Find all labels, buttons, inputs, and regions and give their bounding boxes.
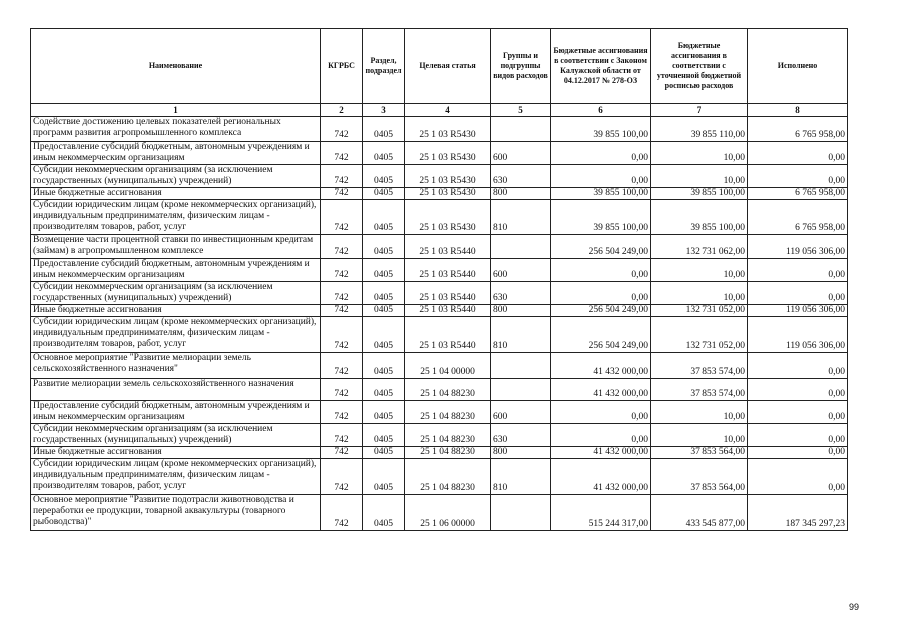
row-name: Субсидии некоммерческим организациям (за исключением государственных (муниципальных) учреждений) — [31, 165, 321, 188]
row-executed: 0,00 — [748, 424, 848, 447]
row-section: 0405 — [363, 282, 405, 305]
header-groups: Группы и подгруппы видов расходов — [491, 29, 551, 104]
row-executed: 6 765 958,00 — [748, 117, 848, 142]
row-kgrbs: 742 — [321, 305, 363, 317]
table-row — [31, 200, 848, 235]
row-section: 0405 — [363, 379, 405, 401]
row-section: 0405 — [363, 165, 405, 188]
row-name: Возмещение части процентной ставки по инвестиционным кредитам (займам) в агропромышленном комплексе — [31, 235, 321, 259]
table-row — [31, 117, 848, 142]
row-name: Иные бюджетные ассигнования — [31, 305, 321, 317]
row-group: 800 — [491, 188, 551, 200]
row-budget-refined: 132 731 052,00 — [651, 305, 748, 317]
row-target: 25 1 03 R5430 — [405, 188, 491, 200]
row-executed: 0,00 — [748, 447, 848, 459]
row-budget-refined: 10,00 — [651, 165, 748, 188]
row-budget-refined: 10,00 — [651, 424, 748, 447]
table-row — [31, 305, 848, 317]
row-budget-refined: 37 853 574,00 — [651, 379, 748, 401]
row-kgrbs: 742 — [321, 495, 363, 531]
row-target: 25 1 03 R5430 — [405, 142, 491, 165]
table-row — [31, 235, 848, 259]
row-section: 0405 — [363, 424, 405, 447]
row-group: 600 — [491, 259, 551, 282]
row-budget-law: 0,00 — [551, 282, 651, 305]
row-budget-refined: 132 731 062,00 — [651, 235, 748, 259]
row-budget-law: 41 432 000,00 — [551, 459, 651, 495]
row-budget-refined: 39 855 110,00 — [651, 117, 748, 142]
row-budget-law: 0,00 — [551, 259, 651, 282]
row-executed: 0,00 — [748, 353, 848, 379]
table-row — [31, 188, 848, 200]
row-executed: 119 056 306,00 — [748, 305, 848, 317]
budget-table — [30, 28, 848, 531]
row-kgrbs: 742 — [321, 188, 363, 200]
header-name: Наименование — [31, 29, 321, 104]
row-section: 0405 — [363, 495, 405, 531]
row-group: 630 — [491, 165, 551, 188]
row-target: 25 1 04 88230 — [405, 447, 491, 459]
column-number: 3 — [363, 104, 405, 117]
row-section: 0405 — [363, 447, 405, 459]
row-target: 25 1 04 88230 — [405, 401, 491, 424]
row-budget-law: 39 855 100,00 — [551, 200, 651, 235]
row-name: Предоставление субсидий бюджетным, автономным учреждениям и иным некоммерческим организациям — [31, 142, 321, 165]
row-executed: 0,00 — [748, 282, 848, 305]
column-number: 4 — [405, 104, 491, 117]
row-target: 25 1 03 R5430 — [405, 200, 491, 235]
row-target: 25 1 03 R5430 — [405, 117, 491, 142]
row-budget-law: 41 432 000,00 — [551, 379, 651, 401]
header-row — [31, 29, 848, 104]
row-budget-refined: 37 853 574,00 — [651, 353, 748, 379]
row-name: Субсидии некоммерческим организациям (за исключением государственных (муниципальных) учреждений) — [31, 282, 321, 305]
row-group: 810 — [491, 459, 551, 495]
row-group — [491, 235, 551, 259]
row-budget-law: 256 504 249,00 — [551, 235, 651, 259]
row-kgrbs: 742 — [321, 259, 363, 282]
row-group — [491, 379, 551, 401]
row-target: 25 1 04 88230 — [405, 424, 491, 447]
row-name: Субсидии некоммерческим организациям (за исключением государственных (муниципальных) учреждений) — [31, 424, 321, 447]
row-budget-law: 0,00 — [551, 142, 651, 165]
table-body — [31, 117, 848, 531]
row-kgrbs: 742 — [321, 353, 363, 379]
row-group — [491, 353, 551, 379]
row-budget-refined: 37 853 564,00 — [651, 459, 748, 495]
row-group: 600 — [491, 401, 551, 424]
row-name: Предоставление субсидий бюджетным, автономным учреждениям и иным некоммерческим организациям — [31, 259, 321, 282]
table-row — [31, 142, 848, 165]
table-row — [31, 379, 848, 401]
table-row — [31, 424, 848, 447]
row-budget-refined: 433 545 877,00 — [651, 495, 748, 531]
column-number: 6 — [551, 104, 651, 117]
row-section: 0405 — [363, 353, 405, 379]
table-row — [31, 401, 848, 424]
row-budget-refined: 10,00 — [651, 259, 748, 282]
row-section: 0405 — [363, 459, 405, 495]
row-name: Основное мероприятие "Развитие подотрасли животноводства и переработки ее продукции, товарной аквакультуры (товарного рыбоводства)" — [31, 495, 321, 531]
row-executed: 187 345 297,23 — [748, 495, 848, 531]
row-budget-refined: 10,00 — [651, 401, 748, 424]
table-row — [31, 317, 848, 353]
row-executed: 6 765 958,00 — [748, 188, 848, 200]
row-name: Развитие мелиорации земель сельскохозяйственного назначения — [31, 379, 321, 401]
row-executed: 0,00 — [748, 459, 848, 495]
row-executed: 0,00 — [748, 142, 848, 165]
row-name: Основное мероприятие "Развитие мелиорации земель сельскохозяйственного назначения" — [31, 353, 321, 379]
header-section: Раздел, подраздел — [363, 29, 405, 104]
row-section: 0405 — [363, 117, 405, 142]
row-section: 0405 — [363, 317, 405, 353]
row-group — [491, 495, 551, 531]
row-executed: 0,00 — [748, 379, 848, 401]
row-kgrbs: 742 — [321, 235, 363, 259]
column-number: 7 — [651, 104, 748, 117]
row-kgrbs: 742 — [321, 424, 363, 447]
header-executed: Исполнено — [748, 29, 848, 104]
row-target: 25 1 03 R5440 — [405, 305, 491, 317]
row-name: Субсидии юридическим лицам (кроме некоммерческих организаций), индивидуальным предпринимателям, физическим лицам - производителям товаров, работ, услуг — [31, 200, 321, 235]
row-target: 25 1 03 R5440 — [405, 235, 491, 259]
column-number: 5 — [491, 104, 551, 117]
row-group: 800 — [491, 305, 551, 317]
row-budget-refined: 10,00 — [651, 142, 748, 165]
row-executed: 119 056 306,00 — [748, 317, 848, 353]
row-name: Содействие достижению целевых показателей региональных программ развития агропромышленного комплекса — [31, 117, 321, 142]
column-number: 8 — [748, 104, 848, 117]
row-budget-law: 0,00 — [551, 165, 651, 188]
table-row — [31, 447, 848, 459]
row-name: Предоставление субсидий бюджетным, автономным учреждениям и иным некоммерческим организациям — [31, 401, 321, 424]
row-section: 0405 — [363, 305, 405, 317]
row-section: 0405 — [363, 235, 405, 259]
row-budget-law: 256 504 249,00 — [551, 305, 651, 317]
row-section: 0405 — [363, 188, 405, 200]
row-kgrbs: 742 — [321, 282, 363, 305]
row-section: 0405 — [363, 259, 405, 282]
row-group: 810 — [491, 200, 551, 235]
row-group: 630 — [491, 424, 551, 447]
row-name: Иные бюджетные ассигнования — [31, 188, 321, 200]
row-executed: 0,00 — [748, 259, 848, 282]
row-target: 25 1 03 R5440 — [405, 282, 491, 305]
row-executed: 0,00 — [748, 165, 848, 188]
row-name: Иные бюджетные ассигнования — [31, 447, 321, 459]
column-number: 1 — [31, 104, 321, 117]
row-name: Субсидии юридическим лицам (кроме некоммерческих организаций), индивидуальным предпринимателям, физическим лицам - производителям товаров, работ, услуг — [31, 459, 321, 495]
row-group: 630 — [491, 282, 551, 305]
row-budget-refined: 10,00 — [651, 282, 748, 305]
row-kgrbs: 742 — [321, 117, 363, 142]
table-row — [31, 353, 848, 379]
row-target: 25 1 04 00000 — [405, 353, 491, 379]
row-budget-law: 41 432 000,00 — [551, 447, 651, 459]
row-section: 0405 — [363, 401, 405, 424]
table-row — [31, 165, 848, 188]
row-budget-law: 0,00 — [551, 424, 651, 447]
column-number: 2 — [321, 104, 363, 117]
header-target: Целевая статья — [405, 29, 491, 104]
row-budget-refined: 39 855 100,00 — [651, 200, 748, 235]
table-row — [31, 259, 848, 282]
row-budget-law: 515 244 317,00 — [551, 495, 651, 531]
row-target: 25 1 04 88230 — [405, 379, 491, 401]
row-executed: 0,00 — [748, 401, 848, 424]
row-kgrbs: 742 — [321, 317, 363, 353]
row-kgrbs: 742 — [321, 142, 363, 165]
budget-table-sheet — [30, 28, 847, 531]
row-section: 0405 — [363, 142, 405, 165]
row-target: 25 1 04 88230 — [405, 459, 491, 495]
row-kgrbs: 742 — [321, 165, 363, 188]
row-budget-refined: 39 855 100,00 — [651, 188, 748, 200]
row-target: 25 1 06 00000 — [405, 495, 491, 531]
row-group: 600 — [491, 142, 551, 165]
row-budget-refined: 37 853 564,00 — [651, 447, 748, 459]
table-row — [31, 495, 848, 531]
row-budget-law: 39 855 100,00 — [551, 117, 651, 142]
row-kgrbs: 742 — [321, 447, 363, 459]
header-budget-law: Бюджетные ассигнования в соответствии с Законом Калужской области от 04.12.2017 № 278-ОЗ — [551, 29, 651, 104]
row-executed: 6 765 958,00 — [748, 200, 848, 235]
row-group: 810 — [491, 317, 551, 353]
row-kgrbs: 742 — [321, 200, 363, 235]
page-number: 99 — [848, 602, 859, 612]
row-budget-refined: 132 731 052,00 — [651, 317, 748, 353]
row-kgrbs: 742 — [321, 379, 363, 401]
header-budget-refined: Бюджетные ассигнования в соответствии с уточненной бюджетной росписью расходов — [651, 29, 748, 104]
row-kgrbs: 742 — [321, 459, 363, 495]
row-budget-law: 39 855 100,00 — [551, 188, 651, 200]
row-name: Субсидии юридическим лицам (кроме некоммерческих организаций), индивидуальным предпринимателям, физическим лицам - производителям товаров, работ, услуг — [31, 317, 321, 353]
table-row — [31, 282, 848, 305]
row-budget-law: 256 504 249,00 — [551, 317, 651, 353]
row-group: 800 — [491, 447, 551, 459]
row-section: 0405 — [363, 200, 405, 235]
row-target: 25 1 03 R5440 — [405, 317, 491, 353]
row-budget-law: 41 432 000,00 — [551, 353, 651, 379]
row-group — [491, 117, 551, 142]
column-number-row — [31, 104, 848, 117]
row-kgrbs: 742 — [321, 401, 363, 424]
table-row — [31, 459, 848, 495]
row-target: 25 1 03 R5430 — [405, 165, 491, 188]
row-target: 25 1 03 R5440 — [405, 259, 491, 282]
row-executed: 119 056 306,00 — [748, 235, 848, 259]
header-kgrbs: КГРБС — [321, 29, 363, 104]
row-budget-law: 0,00 — [551, 401, 651, 424]
